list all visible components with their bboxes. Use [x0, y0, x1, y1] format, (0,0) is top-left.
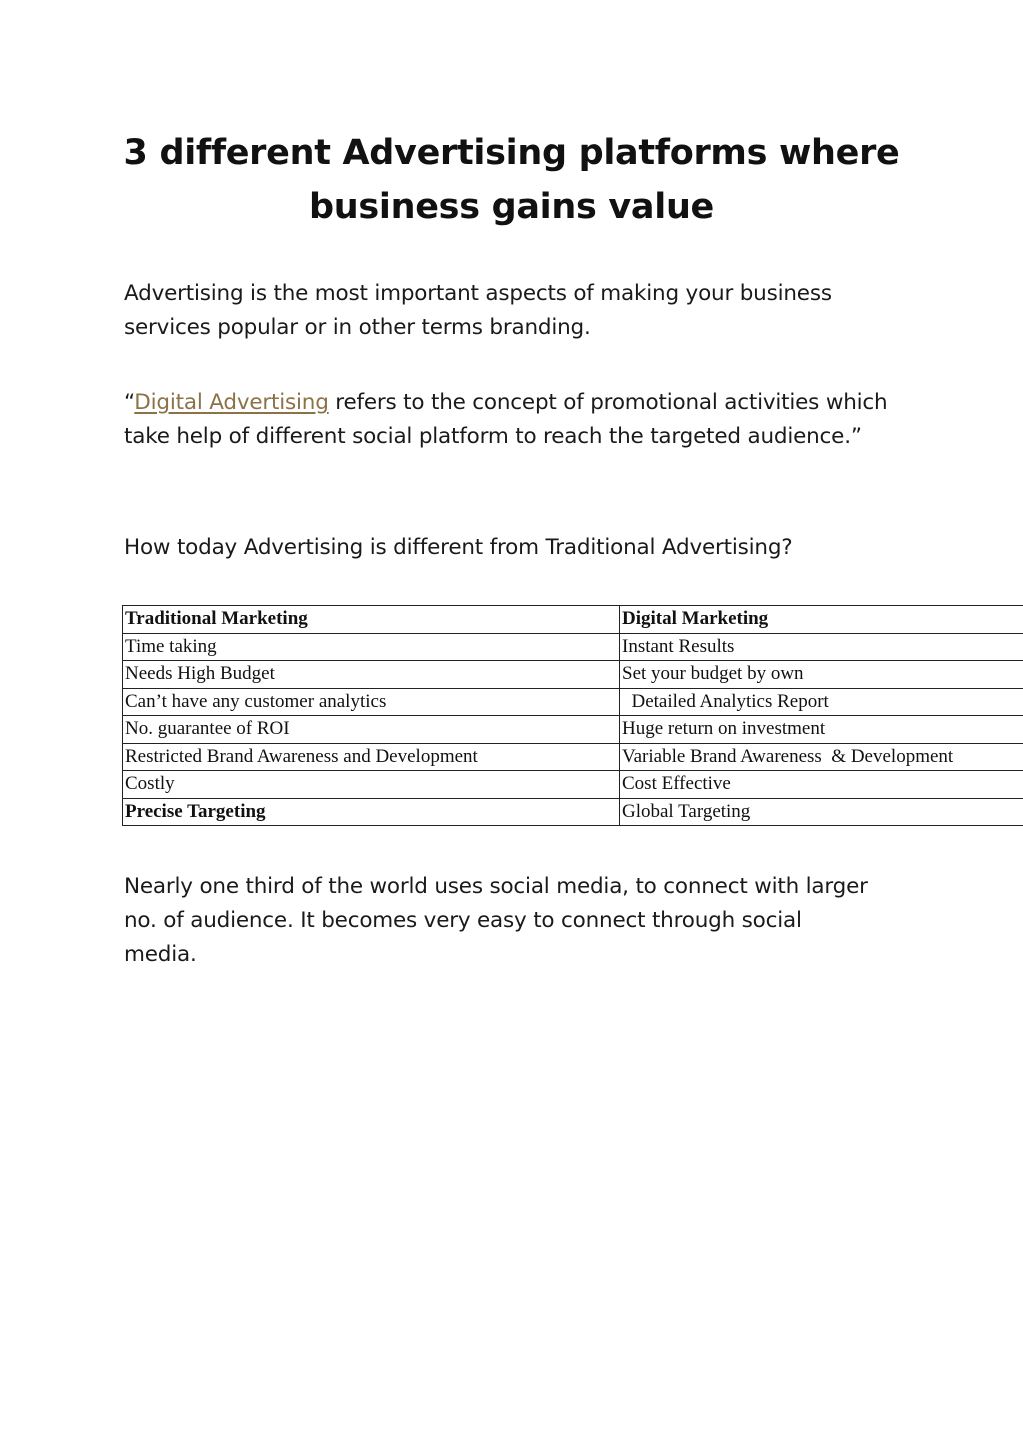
question-paragraph: How today Advertising is different from Traditional Advertising? — [124, 535, 793, 560]
table-cell: Precise Targeting — [123, 798, 620, 826]
table-header-row — [123, 606, 1023, 634]
table-cell: No. guarantee of ROI — [123, 716, 620, 744]
definition-text: refers to the concept of promotional activities which take help of different social platform to reach the targeted audience.” — [124, 390, 888, 449]
header-digital-marketing: Digital Marketing — [620, 606, 1023, 634]
open-quote: “ — [124, 390, 135, 415]
table-cell: Time taking — [123, 633, 620, 661]
definition-paragraph — [124, 386, 894, 454]
page-title: 3 different Advertising platforms where business gains value — [123, 133, 900, 227]
table-cell: Instant Results — [620, 633, 1023, 661]
table-cell: Set your budget by own — [620, 661, 1023, 689]
digital-advertising-link[interactable]: Digital Advertising — [134, 390, 329, 415]
table-cell: Can’t have any customer analytics — [123, 688, 620, 716]
table-cell: Costly — [123, 771, 620, 799]
table-cell: Cost Effective — [620, 771, 1023, 799]
table-row — [123, 798, 1023, 826]
table-cell: Variable Brand Awareness & Development — [620, 743, 1023, 771]
table-row — [123, 633, 1023, 661]
table-row — [123, 771, 1023, 799]
comparison-table — [122, 605, 1023, 826]
table-row — [123, 716, 1023, 744]
table-cell: Restricted Brand Awareness and Development — [123, 743, 620, 771]
table-cell: Needs High Budget — [123, 661, 620, 689]
table-row — [123, 661, 1023, 689]
table-row — [123, 743, 1023, 771]
intro-paragraph: Advertising is the most important aspects of making your business services popular or in other terms branding. — [124, 281, 832, 340]
table-row — [123, 688, 1023, 716]
header-traditional-marketing: Traditional Marketing — [123, 606, 620, 634]
closing-paragraph: Nearly one third of the world uses social media, to connect with larger no. of audience. It becomes very easy to connect through social media. — [124, 874, 868, 967]
table-cell: Huge return on investment — [620, 716, 1023, 744]
table-cell: Detailed Analytics Report — [620, 688, 1023, 716]
table-cell: Global Targeting — [620, 798, 1023, 826]
